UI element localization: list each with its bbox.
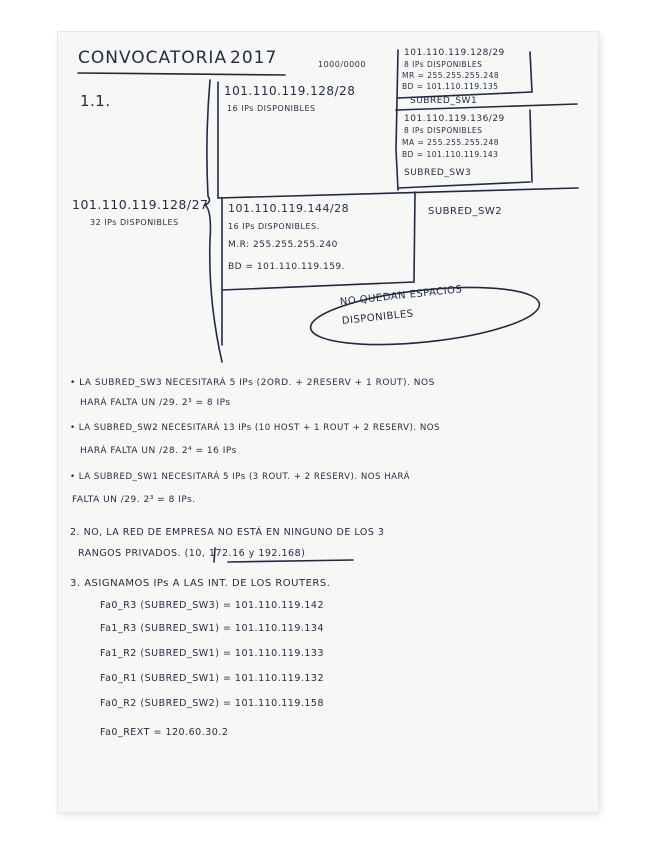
bullet-sw2-line2: HARÁ FALTA UN /28. 2⁴ = 16 IPs	[80, 446, 237, 456]
bullet-sw3-line2: HARÁ FALTA UN /29. 2³ = 8 IPs	[80, 398, 231, 408]
no-space-line1: NO QUEDAN ESPACIOS	[339, 284, 463, 308]
bullet-sw3-line1: • LA SUBRED_SW3 NECESITARÁ 5 IPs (2ORD. + 2RESERV + 1 ROUT). NOS	[70, 378, 435, 388]
assignment-row: Fa1_R3 (SUBRED_SW1) = 101.110.119.134	[100, 623, 325, 634]
sw3-name: SUBRED_SW3	[404, 168, 472, 178]
sw3-mask: MA = 255.255.255.248	[402, 138, 500, 147]
sw1-address: 101.110.119.128/29	[404, 48, 505, 58]
answer-2-line1: 2. NO, LA RED DE EMPRESA NO ESTÁ EN NINGUNO DE LOS 3	[70, 527, 385, 538]
assignment-row: Fa0_REXT = 120.60.30.2	[100, 727, 229, 738]
sw2-broadcast: BD = 101.110.119.159.	[228, 262, 346, 272]
no-space-line2: DISPONIBLES	[341, 308, 415, 327]
sw3-broadcast: BD = 101.110.119.143	[402, 150, 499, 159]
sw3-address: 101.110.119.136/29	[404, 114, 505, 124]
sw3-ips: 8 IPs DISPONIBLES	[404, 126, 483, 135]
network-ips: 32 IPs DISPONIBLES	[90, 218, 179, 227]
doc-title: CONVOCATORIA	[78, 48, 228, 68]
sw2-address: 101.110.119.144/28	[228, 202, 350, 215]
doc-year: 2017	[230, 48, 278, 68]
scribble-note: 1000/0000	[318, 60, 366, 69]
assignment-row: Fa0_R1 (SUBRED_SW1) = 101.110.119.132	[100, 673, 325, 684]
block28-address: 101.110.119.128/28	[224, 84, 356, 98]
network-address: 101.110.119.128/27	[72, 197, 209, 212]
sw2-ips: 16 IPs DISPONIBLES.	[228, 222, 320, 231]
assignment-row: Fa1_R2 (SUBRED_SW1) = 101.110.119.133	[100, 648, 325, 659]
sw2-name: SUBRED_SW2	[428, 206, 503, 217]
sw1-mask: MR = 255.255.255.248	[402, 71, 500, 80]
sw1-broadcast: BD = 101.110.119.135	[402, 82, 499, 91]
bullet-sw2-line1: • LA SUBRED_SW2 NECESITARÁ 13 IPs (10 HOST + 1 ROUT + 2 RESERV). NOS	[70, 423, 440, 433]
assignment-row: Fa0_R3 (SUBRED_SW3) = 101.110.119.142	[100, 600, 325, 611]
block28-ips: 16 IPs DISPONIBLES	[227, 104, 316, 113]
bullet-sw1-line1: • LA SUBRED_SW1 NECESITARÁ 5 IPs (3 ROUT. + 2 RESERV). NOS HARÁ	[70, 472, 411, 482]
answer-2-line2: RANGOS PRIVADOS. (10, 172.16 y 192.168)	[78, 548, 306, 559]
sw1-ips: 8 IPs DISPONIBLES	[404, 60, 483, 69]
sw2-mask: M.R: 255.255.255.240	[228, 240, 338, 250]
sw1-name: SUBRED_SW1	[410, 96, 478, 106]
bullet-sw1-line2: FALTA UN /29. 2³ = 8 IPs.	[72, 495, 196, 505]
answer-3-heading: 3. ASIGNAMOS IPs A LAS INT. DE LOS ROUTERS.	[70, 578, 331, 589]
section-number: 1.1.	[80, 92, 111, 110]
assignment-row: Fa0_R2 (SUBRED_SW2) = 101.110.119.158	[100, 698, 325, 709]
